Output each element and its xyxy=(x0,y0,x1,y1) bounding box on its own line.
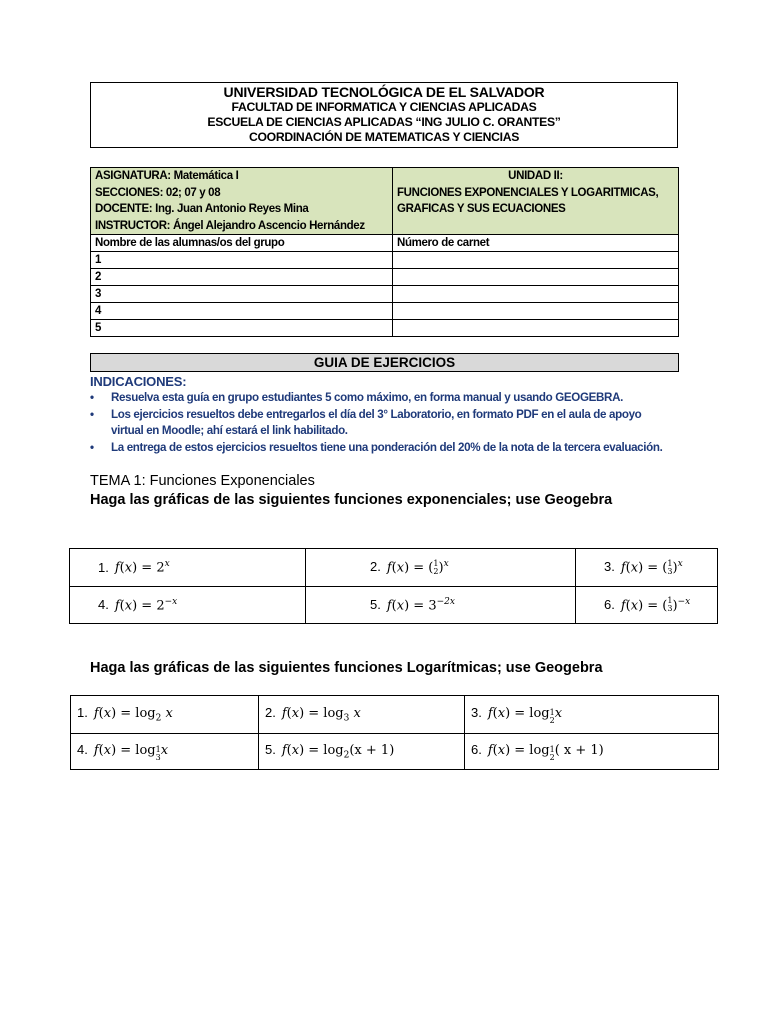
instructions-title: INDICACIONES: xyxy=(90,374,187,389)
exponential-functions-table xyxy=(69,548,718,624)
coordination-name: COORDINACIÓN DE MATEMATICAS Y CIENCIAS xyxy=(248,130,520,144)
exercise-cell: 4. f(x) = log 1 3 x xyxy=(71,734,259,770)
exercise-cell: 5. $f(x) = 3^{-2x}$ xyxy=(306,587,576,624)
exercise-cell: 3. f(x) = log 1 2 x xyxy=(465,696,719,734)
secciones: SECCIONES: 02; 07 y 08 xyxy=(95,186,221,199)
student-row-number: 4 xyxy=(91,303,393,320)
exercise-cell: 2. f(x) = ( 1 2 )$^x$ xyxy=(306,549,576,587)
topic-1-title: TEMA 1: Funciones Exponenciales xyxy=(90,473,315,489)
student-row-number: 5 xyxy=(91,320,393,337)
logarithmic-functions-table xyxy=(70,695,719,770)
instructions-list xyxy=(90,390,690,457)
unit-label: UNIDAD II: xyxy=(508,170,563,182)
docente: DOCENTE: Ing. Juan Antonio Reyes Mina xyxy=(95,203,309,215)
unit-title-line-1: FUNCIONES EXPONENCIALES Y LOGARITMICAS, xyxy=(397,186,659,199)
bullet-icon: • xyxy=(90,408,94,421)
instructor: INSTRUCTOR: Ángel Alejandro Ascencio Hernández xyxy=(95,219,365,232)
guide-title: GUIA DE EJERCICIOS xyxy=(90,353,679,372)
school-name: ESCUELA DE CIENCIAS APLICADAS “ING JULIO C. ORANTES” xyxy=(207,115,561,129)
carnet-column-header: Número de carnet xyxy=(393,235,679,252)
unit-title-line-2: GRAFICAS Y SUS ECUACIONES xyxy=(397,203,566,215)
carnet-field[interactable] xyxy=(393,286,679,303)
student-row-number: 2 xyxy=(91,269,393,286)
instruction-item: • La entrega de estos ejercicios resueltos tiene una ponderación del 20% de la nota de la tercera evaluación. xyxy=(90,441,663,454)
exercise-cell: 1. $f(x) = 2^x$ xyxy=(70,549,306,587)
student-row-number: 3 xyxy=(91,286,393,303)
carnet-field[interactable] xyxy=(393,269,679,286)
instruction-item: • Los ejercicios resueltos debe entregarlos el día del 3° Laboratorio, en formato PDF en el aula de apoyo xyxy=(90,408,642,421)
instruction-item: • Resuelva esta guía en grupo estudiantes 5 como máximo, en forma manual y usando GEOGEBRA. xyxy=(90,391,623,404)
course-info-table xyxy=(90,167,679,337)
course-details-cell xyxy=(91,168,393,235)
exponential-instruction: Haga las gráficas de las siguientes funciones exponenciales; use Geogebra xyxy=(90,492,613,508)
exercise-cell: 3. f(x) = ( 1 3 )$^x$ xyxy=(576,549,718,587)
institution-header xyxy=(90,82,678,148)
bullet-icon: • xyxy=(90,441,94,454)
bullet-icon: • xyxy=(90,391,94,404)
names-column-header: Nombre de las alumnas/os del grupo xyxy=(91,235,393,252)
exercise-cell: 4. $f(x) = 2^{-x}$ xyxy=(70,587,306,624)
exercise-cell: 6. f(x) = ( 1 3 )$^{-x}$ xyxy=(576,587,718,624)
student-row-number: 1 xyxy=(91,252,393,269)
instruction-item-continuation: virtual en Moodle; ahí estará el link habilitado. xyxy=(111,424,348,437)
exercise-cell: 1. $f(x) = \log_2 x$ xyxy=(71,696,259,734)
exercise-cell: 5. $f(x) = \log_2(x + 1)$ xyxy=(259,734,465,770)
carnet-field[interactable] xyxy=(393,303,679,320)
faculty-name: FACULTAD DE INFORMATICA Y CIENCIAS APLICADAS xyxy=(231,100,537,114)
exercise-cell: 6. f(x) = log 1 2 ( x + 1) xyxy=(465,734,719,770)
carnet-field[interactable] xyxy=(393,320,679,337)
asignatura: ASIGNATURA: Matemática I xyxy=(95,170,239,182)
carnet-field[interactable] xyxy=(393,252,679,269)
exercise-cell: 2. $f(x) = \log_3 x$ xyxy=(259,696,465,734)
university-name: UNIVERSIDAD TECNOLÓGICA DE EL SALVADOR xyxy=(223,84,545,100)
logarithmic-instruction: Haga las gráficas de las siguientes funciones Logarítmicas; use Geogebra xyxy=(90,660,603,676)
unit-cell xyxy=(393,168,679,235)
